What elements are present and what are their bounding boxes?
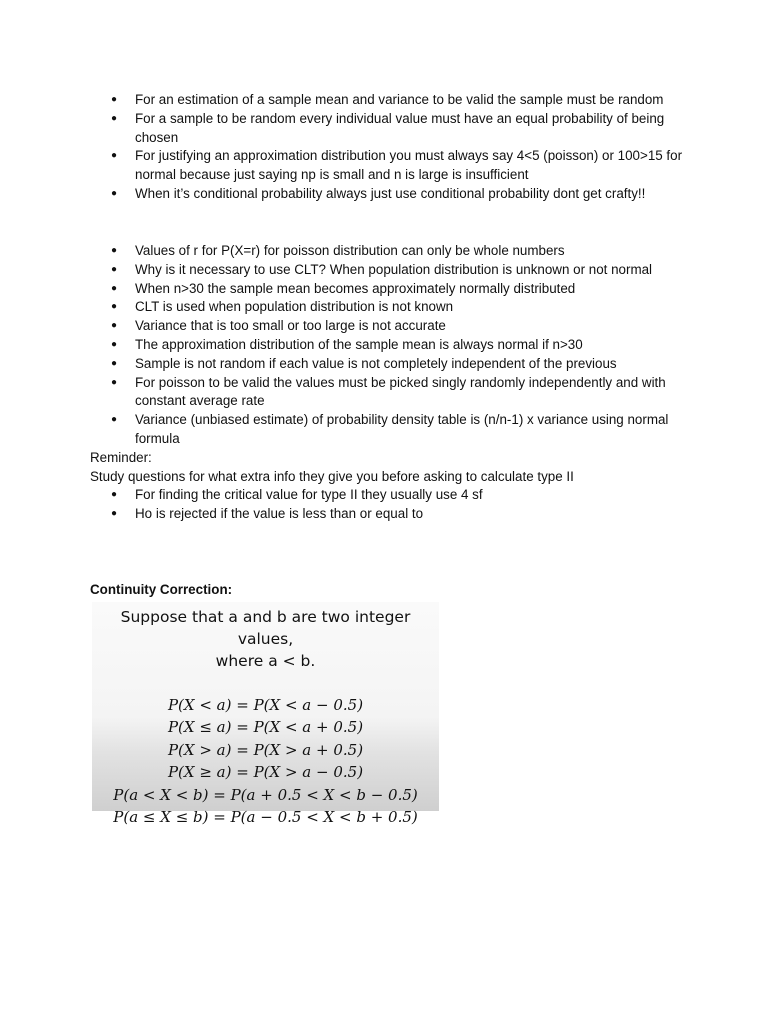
formula-intro-line: Suppose that a and b are two integer values, bbox=[120, 608, 411, 648]
list-item: ● When n>30 the sample mean becomes approximately normally distributed bbox=[108, 280, 688, 299]
list-item: ● The approximation distribution of the sample mean is always normal if n>30 bbox=[108, 336, 688, 355]
notes-list-2 bbox=[108, 242, 688, 449]
list-item: ● Variance that is too small or too large is not accurate bbox=[108, 317, 688, 336]
list-item: ● For poisson to be valid the values must be picked singly randomly independently and with constant average rate bbox=[108, 374, 688, 412]
formula-line: P(X < a) = P(X < a − 0.5) bbox=[167, 696, 364, 714]
list-item: ● Ho is rejected if the value is less than or equal to bbox=[108, 505, 688, 524]
list-item: ● For justifying an approximation distribution you must always say 4<5 (poisson) or 100>15 for normal because just saying np is small and n is large is insufficient bbox=[108, 147, 688, 185]
list-item: ● For a sample to be random every individual value must have an equal probability of being chosen bbox=[108, 110, 688, 148]
notes-list-1 bbox=[108, 91, 688, 204]
study-line: Study questions for what extra info they give you before asking to calculate type II bbox=[90, 469, 574, 484]
list-item: ● Values of r for P(X=r) for poisson distribution can only be whole numbers bbox=[108, 242, 688, 261]
formula-line: P(X > a) = P(X > a + 0.5) bbox=[167, 740, 364, 759]
list-item: ● Variance (unbiased estimate) of probability density table is (n/n-1) x variance using normal formula bbox=[108, 411, 688, 449]
continuity-correction-title: Continuity Correction: bbox=[90, 582, 233, 597]
formula-line: P(a ≤ X ≤ b) = P(a − 0.5 < X < b + 0.5) bbox=[113, 808, 418, 827]
reminder-label: Reminder: bbox=[90, 450, 152, 465]
formula-intro-line: where a < b. bbox=[215, 652, 316, 670]
list-item: ● When it’s conditional probability always just use conditional probability dont get crafty!! bbox=[108, 185, 688, 204]
continuity-correction-image bbox=[92, 602, 439, 827]
formula-line: P(X ≤ a) = P(X < a + 0.5) bbox=[167, 718, 364, 737]
list-item: ● CLT is used when population distribution is not known bbox=[108, 298, 688, 317]
list-item: ● Why is it necessary to use CLT? When population distribution is unknown or not normal bbox=[108, 261, 688, 280]
notes-list-3 bbox=[108, 486, 688, 524]
formula-line: P(a < X < b) = P(a + 0.5 < X < b − 0.5) bbox=[113, 785, 418, 804]
formula-line: P(X ≥ a) = P(X > a − 0.5) bbox=[167, 763, 364, 782]
list-item: ● For an estimation of a sample mean and variance to be valid the sample must be random bbox=[108, 91, 688, 110]
list-item: ● For finding the critical value for type II they usually use 4 sf bbox=[108, 486, 688, 505]
list-item: ● Sample is not random if each value is not completely independent of the previous bbox=[108, 355, 688, 374]
